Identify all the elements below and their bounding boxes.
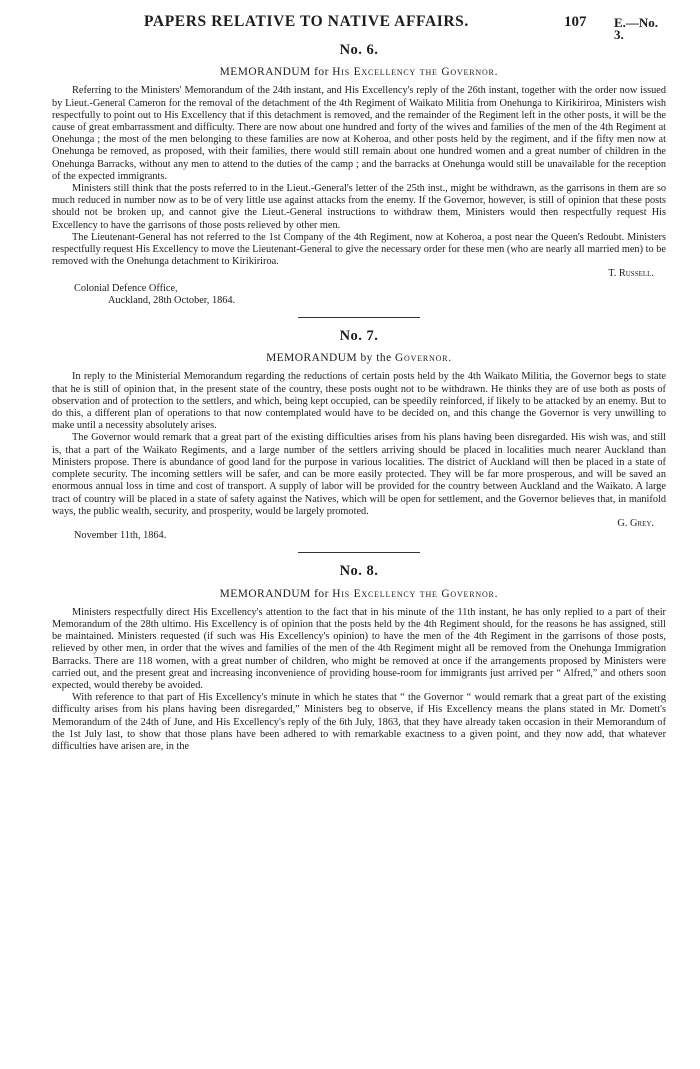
header-title: PAPERS RELATIVE TO NATIVE AFFAIRS.: [144, 13, 469, 30]
memo-title-addressee: His Excellency the Governor.: [332, 66, 499, 79]
running-header: [52, 13, 666, 43]
section-number: No. 7.: [339, 328, 379, 345]
date-line: November 11th, 1864.: [74, 530, 167, 542]
memo-title: [52, 352, 666, 364]
memo-title-addressee: Governor.: [394, 352, 452, 365]
paragraph: Ministers still think that the posts referred to in the Lieut.-General's letter of the 25th inst., might be withdrawn, as the garrisons in them are so much reduced in number now as to be of very little use against attacks from the enemy. If the Governor, however, is still of opinion that these posts should not be broken up, and cannot give the Lieut.-General instructions to withdraw them, Ministers would then respectfully request His Excellency to have the garrisons of those posts relieved by other men.: [52, 183, 666, 231]
paragraph: The Governor would remark that a great part of the existing difficulties arises from his plans having been disregarded. His wish was, and still is, that a part of the Waikato Regiments, and a large number of the settlers arriving should be placed in localities much nearer Auckland than Ministers propose. There is abundance of good land for the purpose in various localities. The district of Auckland will then be placed in a state of complete security. The incoming settlers will be safer, and can be more easily protected. They will be far more prosperous, and will be saved an enormous annual loss in time and cost of transport. A supply of labor will be provided for the country between Auckland and the Waikato. A large tract of country will be placed in a state of safety against the Natives, which will be open for settlement, and the Governor believes that, in manifold ways, the public wealth, security, and prosperity, would be largely promoted.: [52, 432, 666, 517]
address-line: Colonial Defence Office,: [74, 282, 178, 294]
paragraph: With reference to that part of His Excellency's minute in which he states that “ the Governor “ would remark that a great part of the existing difficulty arises from his plans having been disregarded,” Ministers beg to observe, if His Excellency means the plans stated in Mr. Domett's Memorandum of the 24th of June, and His Excellency's reply of the 6th July, 1863, that they have already taken occasion in their Memorandum of the 1st July last, to show that those plans have been adhered to with remarkable exactness to a given point, and they now add, that whatever difficulties have arisen are, in the: [52, 692, 666, 752]
memorandum-no-6: [52, 44, 666, 307]
address-date-line: Auckland, 28th October, 1864.: [108, 294, 236, 306]
section-number: No. 6.: [339, 42, 379, 58]
document-reference: E.—No. 3.: [614, 15, 659, 43]
paragraph: Ministers respectfully direct His Excellency's attention to the fact that in his minute of the 11th instant, he has only replied to a part of their Memorandum of the 28th ultimo. His Excellency is of opinion that the posts held by the 4th Regiment should, for the reasons he has assigned, still be maintained. Ministers requested (if such was His Excellency's opinion) to have the men of the 4th Regiment in the garrisons of those posts, relieved by other men, in order that the wives and families of the men of the 4th Regiment might all be removed from the Onehunga Immigration Barracks. There are 118 women, with a great number of children, who might be removed at once if the arrangements proposed by Ministers were carried out, and the present great and increasing inconvenience of providing house-room for immigrants just arrived per “ Alfred,” and others soon expected, would thereby be avoided.: [52, 606, 666, 691]
memorandum-no-7: [52, 330, 666, 542]
page-number: 107: [564, 14, 587, 30]
section-divider: [298, 552, 420, 553]
memorandum-no-8: [52, 565, 666, 753]
signature: T. Russell.: [608, 268, 654, 280]
memo-title: [52, 588, 666, 600]
memo-title-main: MEMORANDUM by the: [266, 352, 395, 365]
paragraph: Referring to the Ministers' Memorandum of the 24th instant, and His Excellency's reply of the 26th instant, together with the order now issued by Lieut.-General Cameron for the removal of the detachment of the 4th Regiment of Waikato Militia from Onehunga to Kirikiriroa, Ministers wish respectfully to point out to His Excellency that if this detachment is removed, and the remainder of the Regiment left in the other posts, it will be the cause of great embarrassment and difficulty. There are now about one hundred and forty of the wives and families of the men of the 4th Regiment at Onehunga ; the most of the men belonging to these families are now at Koheroa, and other posts held by the regiment, and if the fifty men now at Onehunga be removed, as proposed, with their families, there would still remain about one hundred women and a great number of children in the Onehunga Barracks, without any men to attend to the duties of the camp ; and the barracks at Onehunga would still be unavailable for the reception of the expected immigrants.: [52, 85, 666, 182]
signature: G. Grey.: [617, 517, 654, 529]
memo-title-main: MEMORANDUM for: [219, 587, 333, 600]
section-number: No. 8.: [339, 563, 379, 580]
section-divider: [298, 317, 420, 318]
paragraph: In reply to the Ministerial Memorandum regarding the reductions of certain posts held by the 4th Waikato Militia, the Governor begs to state that he is still of opinion that, in the present state of the country, these posts ought not to be withdrawn. He thinks they are of use both as posts of observation and of protection to the settlers, and which, being kept occupied, can be speedily reinforced, if likely to be attacked by an enemy. But to do this, a different plan of operations to that now contemplated would have to be decided on, and this change the Governor is very unwilling to make until a necessity absolutely arises.: [52, 371, 666, 432]
memo-title-main: MEMORANDUM for: [219, 66, 333, 79]
paragraph: The Lieutenant-General has not referred to the 1st Company of the 4th Regiment, now at Koheroa, a post near the Queen's Redoubt. Ministers respectfully request His Excellency to move the Lieutenant-General to give the necessary order for these men (who are nearly all married men) to be removed with the Onehunga detachment to Kirikiriroa.: [52, 231, 666, 268]
memo-title-addressee: His Excellency the Governor.: [332, 587, 499, 600]
memo-title: [52, 66, 666, 78]
